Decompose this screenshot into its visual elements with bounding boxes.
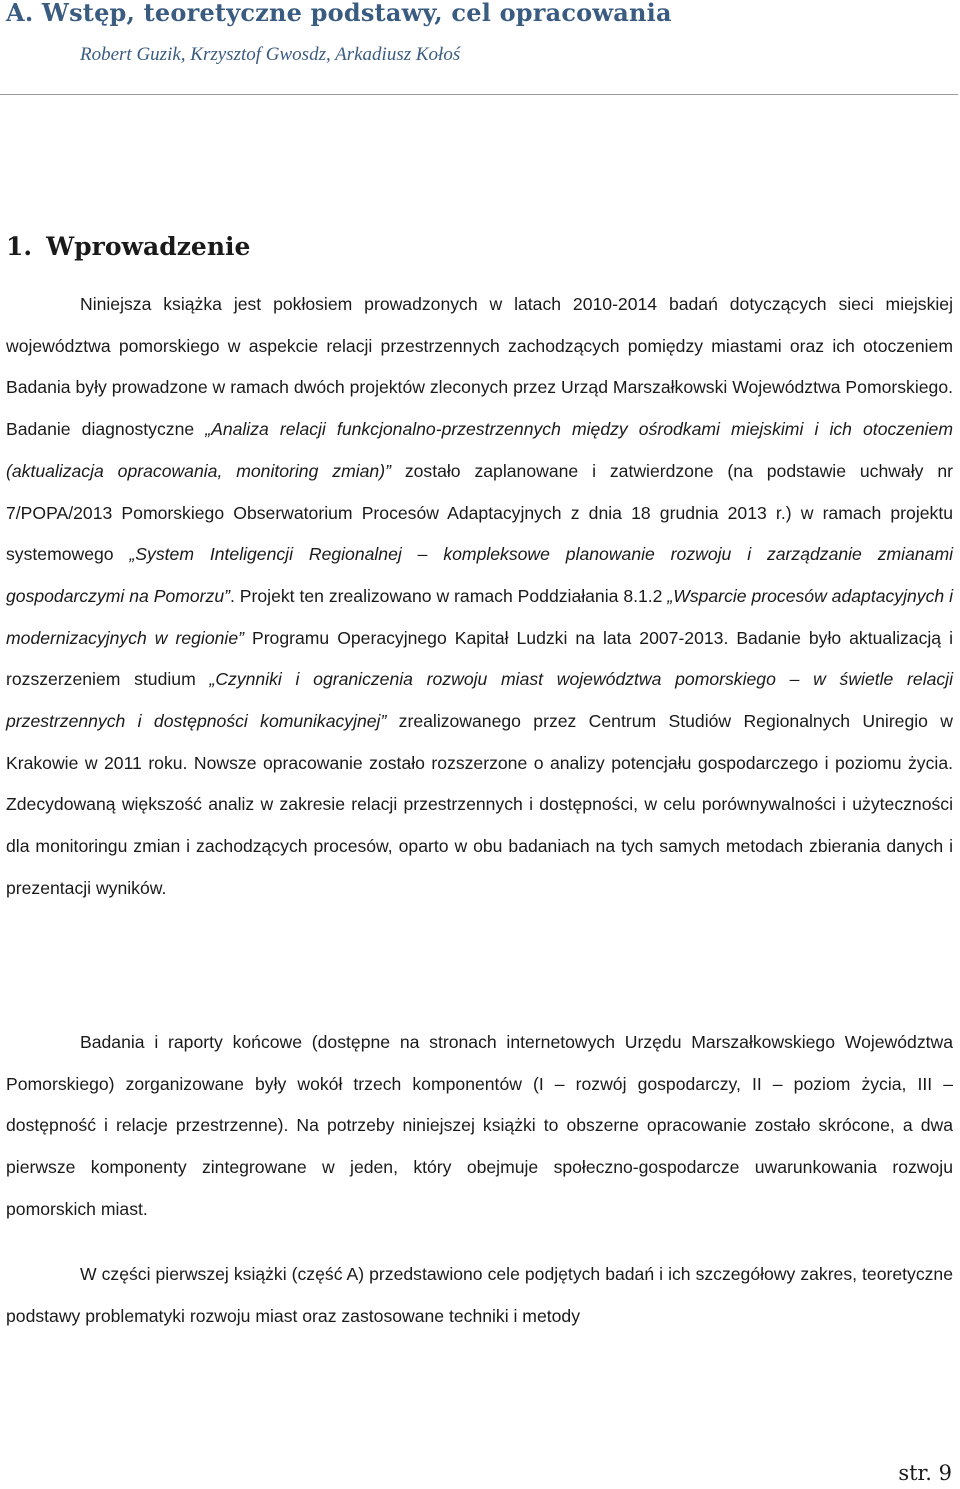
paragraph-1 xyxy=(6,284,953,910)
paragraph-1-italic-4: „Czynniki i ograniczenia rozwoju miast województwa pomorskiego – w świetle relacji przestrzennych i dostępności komunikacyjnej” xyxy=(6,669,954,732)
page-number: str. 9 xyxy=(898,1461,952,1485)
paragraph-1-italic-1: „Analiza relacji funkcjonalno-przestrzennych między ośrodkami miejskimi i ich otoczeniem (aktualizacja opracowania, monitoring zmian)” xyxy=(6,419,953,481)
chapter-title: A. Wstęp, teoretyczne podstawy, cel opracowania xyxy=(6,0,672,27)
paragraph-1-italic-3: „Wsparcie procesów adaptacyjnych i modernizacyjnych w regionie” xyxy=(6,585,953,648)
paragraph-1-italic-2: „System Inteligencji Regionalnej – kompleksowe planowanie rozwoju i zarządzanie zmianami gospodarczymi na Pomorzu” xyxy=(6,544,954,606)
paragraph-1-text-1: Niniejsza książka jest pokłosiem prowadzonych w latach 2010-2014 badań dotyczących sieci miejskiej województwa pomorskiego w aspekcie relacji przestrzennych zachodzących pomiędzy miastami oraz ich otoczeniem Badania były prowadzone w ramach dwóch projektów zleconych przez Urząd Marszałkowski Województwa Pomorskiego. Badanie diagnostyczne xyxy=(6,294,953,440)
paragraph-1-text-3: . Projekt ten zrealizowano w ramach Poddziałania 8.1.2 xyxy=(229,585,668,606)
paragraph-1-text-4: Programu Operacyjnego Kapitał Ludzki na lata 2007-2013. Badanie było aktualizacją i rozszerzeniem studium xyxy=(6,627,953,690)
header-divider xyxy=(0,94,958,95)
section-title: Wprowadzenie xyxy=(46,232,251,261)
section-number: 1. xyxy=(6,232,33,261)
paragraph-1-text-2: zostało zaplanowane i zatwierdzone (na podstawie uchwały nr 7/POPA/2013 Pomorskiego Obserwatorium Procesów Adaptacyjnych z dnia 18 grudnia 2013 r.) w ramach projektu systemowego xyxy=(6,460,953,565)
authors-line: Robert Guzik, Krzysztof Gwosdz, Arkadiusz Kołoś xyxy=(80,44,461,65)
paragraph-2: Badania i raporty końcowe (dostępne na stronach internetowych Urzędu Marszałkowskiego Województwa Pomorskiego) zorganizowane były wokół trzech komponentów (I – rozwój gospodarczy, II – poziom życia, III – dostępność i relacje przestrzenne). Na potrzeby niniejszej książki to obszerne opracowanie zostało skrócone, a dwa pierwsze komponenty zintegrowane w jeden, który obejmuje społeczno-gospodarcze uwarunkowania rozwoju pomorskich miast. xyxy=(6,1032,953,1219)
paragraph-3: W części pierwszej książki (część A) przedstawiono cele podjętych badań i ich szczegółowy zakres, teoretyczne podstawy problematyki rozwoju miast oraz zastosowane techniki i metody xyxy=(6,1264,953,1326)
section-heading xyxy=(6,230,250,264)
paragraph-1-text-5: zrealizowanego przez Centrum Studiów Regionalnych Uniregio w Krakowie w 2011 roku. Nowsze opracowanie zostało rozszerzone o analizy potencjału gospodarczego i poziomu życia. Zdecydowaną większość analiz w zakresie relacji przestrzennych i dostępności, w celu porównywalności i użyteczności dla monitoringu zmian i zachodzących procesów, oparto w obu badaniach na tych samych metodach zbierania danych i prezentacji wyników. xyxy=(6,711,954,898)
